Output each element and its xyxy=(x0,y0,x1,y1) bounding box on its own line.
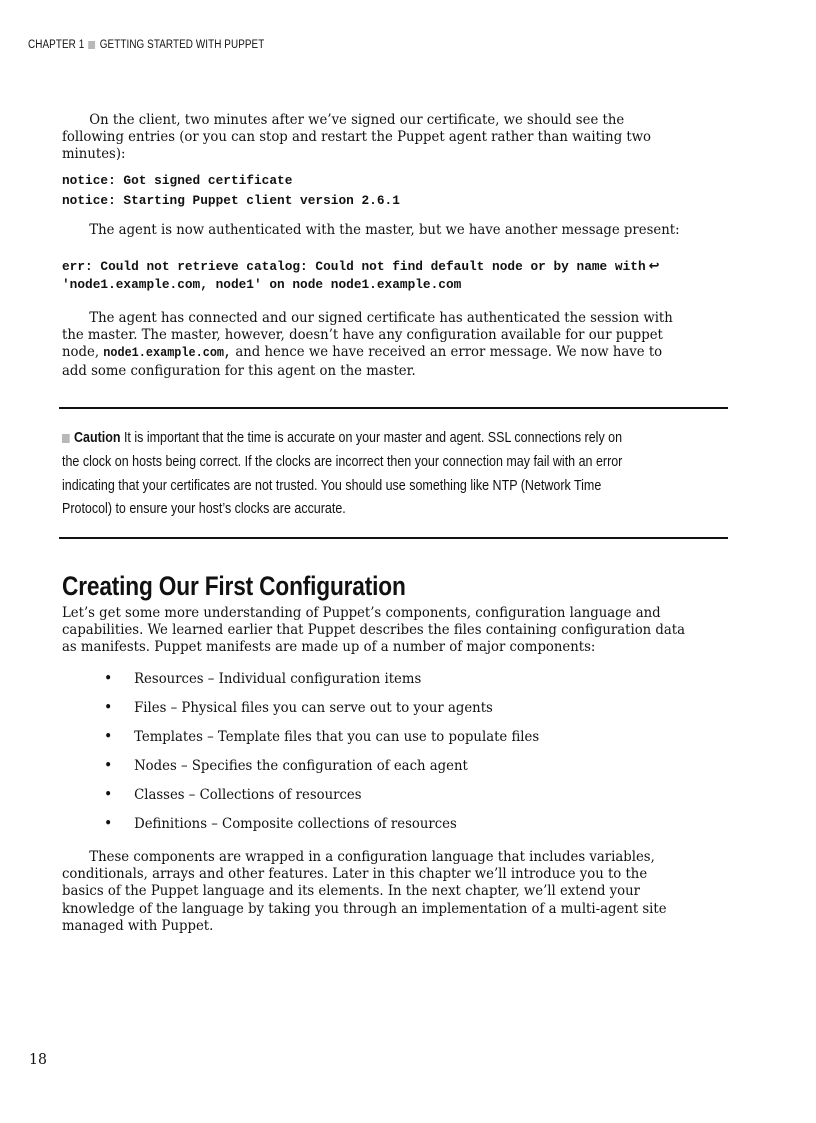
bullet-icon: • xyxy=(104,814,113,832)
components-list xyxy=(104,668,539,842)
paragraph-no-configuration xyxy=(62,310,687,380)
list-item xyxy=(104,726,539,755)
paragraph-text: The agent has connected and our signed certificate has authenticated the session with the master. The master, however, doesn’t have any configuration available for our puppet node, xyxy=(62,310,673,361)
list-item-text: Definitions – Composite collections of resources xyxy=(134,816,457,832)
line-continuation-icon: ↩ xyxy=(648,259,660,274)
inline-code-node-name: node1.example.com, xyxy=(103,346,232,361)
paragraph-language-overview: These components are wrapped in a configuration language that includes variables, conditionals, arrays and other features. Later in this chapter we’ll introduce you to the basics of the Puppet language and its elements. In the next chapter, we’ll extend your knowledge of the language by taking you through an implementation of a multi-agent site managed with Puppet. xyxy=(62,849,667,934)
caution-top-rule xyxy=(59,407,728,409)
code-line: 'node1.example.com, node1' on node node1.example.com xyxy=(62,277,462,292)
paragraph-text: and hence we have received an error message. We now have to add some configuration for this agent on the master. xyxy=(62,344,663,379)
list-item xyxy=(104,697,539,726)
code-line-text: err: Could not retrieve catalog: Could not find default node or by name with xyxy=(62,259,646,274)
separator-square-icon xyxy=(89,41,96,49)
list-item xyxy=(104,813,539,842)
section-heading: Creating Our First Configuration xyxy=(62,571,406,601)
running-head-title: GETTING STARTED WITH PUPPET xyxy=(99,39,265,51)
list-item-text: Templates – Template files that you can use to populate files xyxy=(134,729,540,745)
code-line: notice: Starting Puppet client version 2.6.1 xyxy=(62,193,400,208)
bullet-icon: • xyxy=(104,698,113,716)
paragraph-client-entries: On the client, two minutes after we’ve signed our certificate, we should see the following entries (or you can stop and restart the Puppet agent rather than waiting two minutes): xyxy=(62,112,652,163)
caution-square-icon xyxy=(62,434,70,443)
caution-bottom-rule xyxy=(59,537,728,539)
running-head-chapter: CHAPTER 1 xyxy=(28,39,85,51)
list-item-text: Classes – Collections of resources xyxy=(134,787,362,803)
bullet-icon: • xyxy=(104,727,113,745)
caution-text: It is important that the time is accurate on your master and agent. SSL connections rely on the clock on hosts being correct. If the clocks are incorrect then your connection may fail with an error indicating that your certificates are not trusted. You should use something like NTP (Network Time Protocol) to ensure your host’s clocks are accurate. xyxy=(62,430,623,518)
paragraph-agent-authenticated: The agent is now authenticated with the master, but we have another message present: xyxy=(89,222,680,238)
list-item xyxy=(104,668,539,697)
list-item xyxy=(104,784,539,813)
list-item xyxy=(104,755,539,784)
running-head xyxy=(28,38,264,52)
code-line xyxy=(62,258,660,276)
bullet-icon: • xyxy=(104,785,113,803)
caution-note xyxy=(62,427,633,522)
caution-label: Caution xyxy=(73,430,121,446)
bullet-icon: • xyxy=(104,669,113,687)
list-item-text: Nodes – Specifies the configuration of each agent xyxy=(134,758,468,774)
list-item-text: Files – Physical files you can serve out to your agents xyxy=(134,700,493,716)
paragraph-components-intro: Let’s get some more understanding of Puppet’s components, configuration language and capabilities. We learned earlier that Puppet describes the files containing configuration data as manifests. Puppet manifests are made up of a number of major components: xyxy=(62,605,686,656)
page-number: 18 xyxy=(29,1050,47,1068)
bullet-icon: • xyxy=(104,756,113,774)
code-line: notice: Got signed certificate xyxy=(62,173,293,188)
list-item-text: Resources – Individual configuration items xyxy=(134,671,422,687)
